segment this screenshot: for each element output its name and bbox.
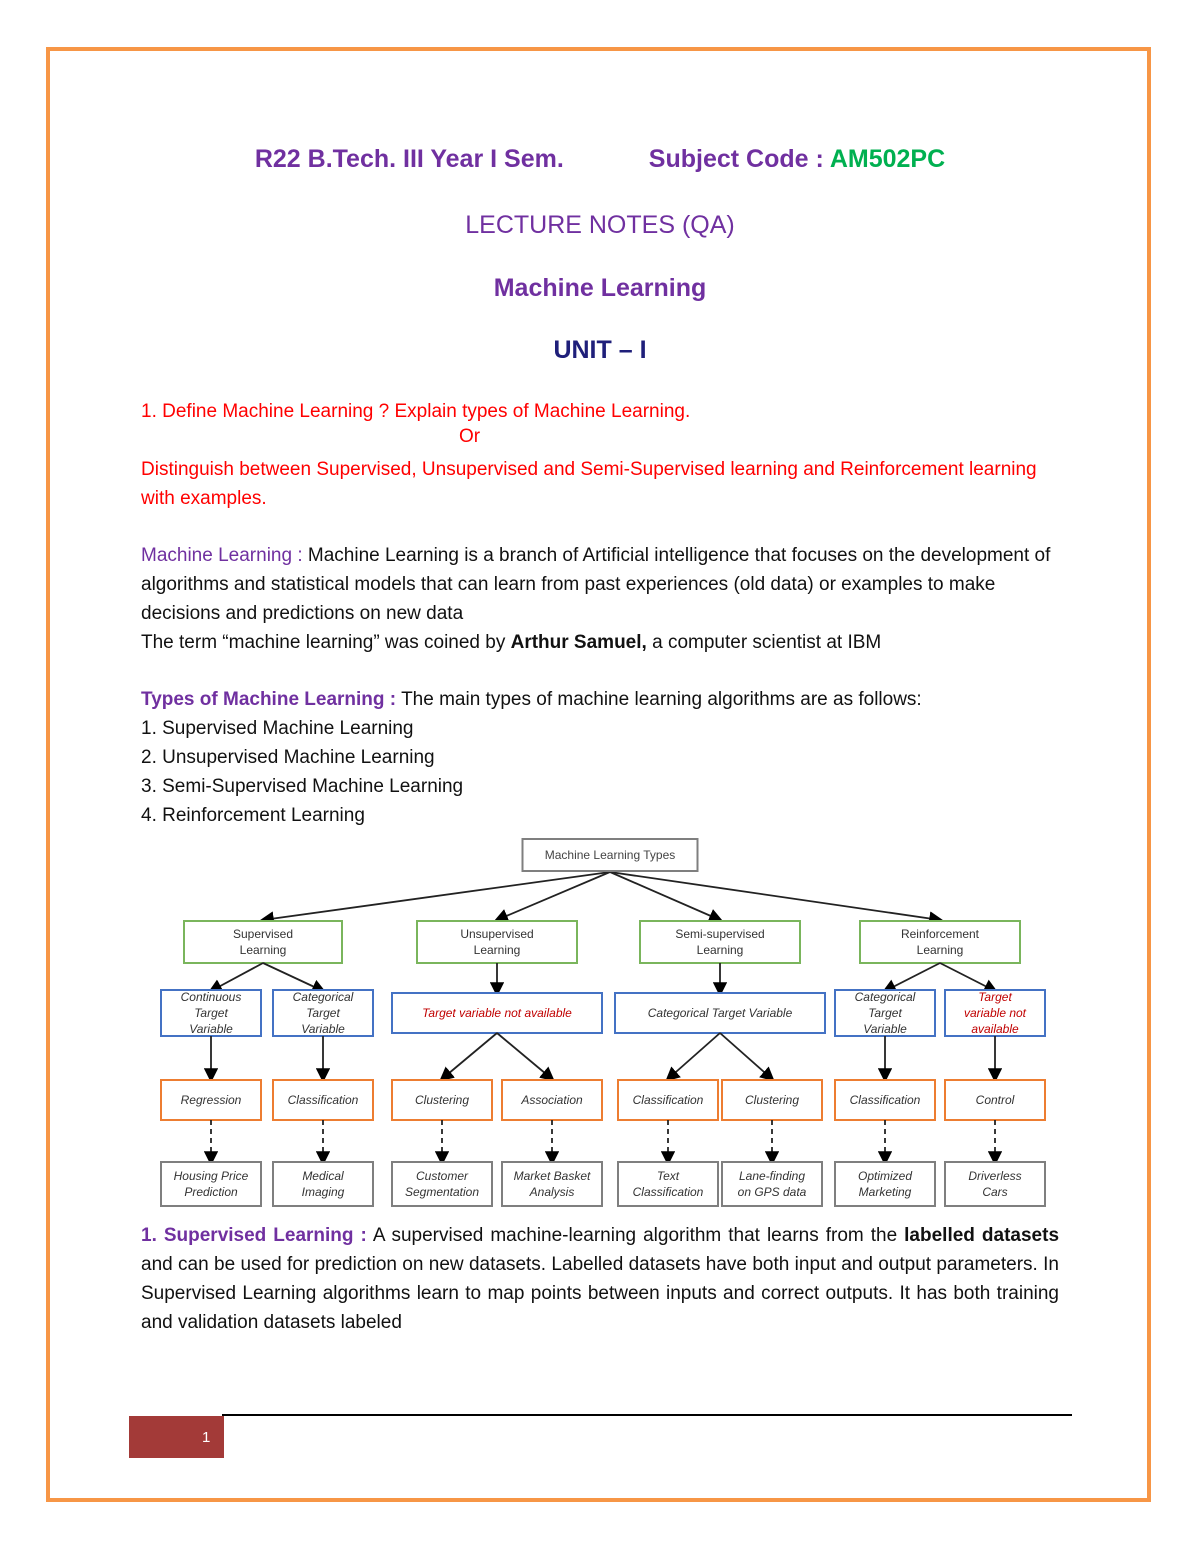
- task-node-label: Association: [521, 1093, 583, 1107]
- page-number: 1: [202, 1429, 211, 1446]
- example-node-label: Prediction: [184, 1185, 238, 1199]
- example-node-label: Driverless: [968, 1169, 1022, 1183]
- category-node-label: Learning: [239, 943, 287, 957]
- category-node-label: Learning: [696, 943, 744, 957]
- task-node-label: Clustering: [744, 1093, 800, 1107]
- task-node-label: Regression: [180, 1093, 242, 1107]
- footer-line: [222, 1414, 1072, 1416]
- course-header: [0, 145, 1200, 174]
- target-node-label: Target variable not available: [422, 1006, 572, 1020]
- supervised-paragraph: [141, 1221, 1059, 1337]
- supervised-label: 1. Supervised Learning :: [141, 1225, 367, 1246]
- target-node-label: variable not: [963, 1006, 1027, 1020]
- question-or: Or: [459, 426, 481, 447]
- subject-title: Machine Learning: [493, 274, 707, 302]
- target-node-label: Categorical: [854, 990, 916, 1004]
- supervised-bold: labelled datasets: [904, 1225, 1060, 1246]
- target-node-label: Target: [306, 1006, 340, 1020]
- category-node-label: Reinforcement: [900, 927, 980, 941]
- supervised-text-1: A supervised machine-learning algorithm that learns from the: [366, 1225, 905, 1246]
- definition-paragraph: [141, 541, 1061, 657]
- example-node-label: Classification: [632, 1185, 704, 1199]
- target-node-label: available: [971, 1022, 1019, 1036]
- arrow: [263, 872, 610, 920]
- definition-text: Machine Learning is a branch of Artificial intelligence that focuses on the development of algorithms and statistical models that can learn from past experiences (old data) or examples to make decisions and predictions on new data: [141, 545, 1051, 624]
- list-item: 3. Semi-Supervised Machine Learning: [141, 776, 464, 797]
- list-item: 1. Supervised Machine Learning: [141, 718, 414, 739]
- target-node-label: Continuous: [180, 990, 242, 1004]
- coined-suffix: a computer scientist at IBM: [652, 632, 882, 653]
- example-node-label: Customer: [415, 1169, 469, 1183]
- root-node-label: Machine Learning Types: [544, 848, 676, 862]
- definition-label: Machine Learning :: [141, 545, 303, 566]
- subject-code: AM502PC: [829, 145, 946, 173]
- arrow: [442, 1033, 497, 1079]
- target-node-label: Variable: [189, 1022, 233, 1036]
- arrow: [211, 963, 263, 991]
- example-node-label: Cars: [982, 1185, 1008, 1199]
- category-node-label: Semi-supervised: [675, 927, 765, 941]
- list-item: 2. Unsupervised Machine Learning: [141, 747, 435, 768]
- course-info: R22 B.Tech. III Year I Sem.: [254, 145, 564, 173]
- target-node-label: Categorical: [292, 990, 354, 1004]
- task-node-label: Control: [975, 1093, 1015, 1107]
- example-node-label: on GPS data: [737, 1185, 807, 1199]
- example-node-label: Medical: [302, 1169, 344, 1183]
- arrow: [885, 963, 940, 991]
- supervised-text-2: and can be used for prediction on new datasets. Labelled datasets have both input and output parameters. In Supervised Learning algorithms learn to map points between inputs and correct outputs. It has both training and validation datasets labeled: [141, 1254, 1059, 1333]
- arrow: [940, 963, 995, 991]
- question-1: 1. Define Machine Learning ? Explain types of Machine Learning.: [141, 401, 691, 422]
- unit-title: UNIT – I: [553, 336, 647, 364]
- example-node-label: Analysis: [529, 1185, 575, 1199]
- arrow: [497, 1033, 552, 1079]
- types-paragraph: [141, 685, 1061, 830]
- target-node-label: Target: [978, 990, 1012, 1004]
- subject-code-label: Subject Code :: [648, 145, 824, 173]
- category-node-label: Unsupervised: [460, 927, 534, 941]
- example-node-label: Imaging: [301, 1185, 345, 1199]
- ml-types-diagram: [150, 830, 1070, 1220]
- question-2: Distinguish between Supervised, Unsupervised and Semi-Supervised learning and Reinforcement learning with examples.: [141, 459, 1037, 509]
- types-label: Types of Machine Learning :: [141, 689, 397, 710]
- types-intro: The main types of machine learning algorithms are as follows:: [396, 689, 922, 710]
- target-node-label: Categorical Target Variable: [647, 1006, 793, 1020]
- arrow: [263, 963, 323, 991]
- task-node-label: Classification: [632, 1093, 704, 1107]
- example-node-label: Optimized: [857, 1169, 913, 1183]
- arrow: [668, 1033, 720, 1079]
- target-node-label: Variable: [863, 1022, 907, 1036]
- target-node-label: Target: [194, 1006, 228, 1020]
- example-node-label: Housing Price: [173, 1169, 249, 1183]
- coined-name: Arthur Samuel,: [510, 632, 647, 653]
- category-node-label: Supervised: [232, 927, 294, 941]
- arrow: [610, 872, 940, 920]
- task-node-label: Classification: [287, 1093, 359, 1107]
- target-node-label: Target: [868, 1006, 902, 1020]
- task-node-label: Classification: [849, 1093, 921, 1107]
- example-node-label: Market Basket: [513, 1169, 591, 1183]
- task-node-label: Clustering: [414, 1093, 470, 1107]
- example-node-label: Marketing: [858, 1185, 912, 1199]
- example-node-label: Text: [656, 1169, 680, 1183]
- example-node-label: Segmentation: [404, 1185, 480, 1199]
- list-item: 4. Reinforcement Learning: [141, 805, 365, 826]
- coined-prefix: The term “machine learning” was coined by: [141, 632, 511, 653]
- example-node-label: Lane-finding: [738, 1169, 806, 1183]
- arrow: [720, 1033, 772, 1079]
- category-node-label: Learning: [473, 943, 521, 957]
- lecture-notes-title: LECTURE NOTES (QA): [465, 211, 735, 239]
- category-node-label: Learning: [916, 943, 964, 957]
- target-node-label: Variable: [301, 1022, 345, 1036]
